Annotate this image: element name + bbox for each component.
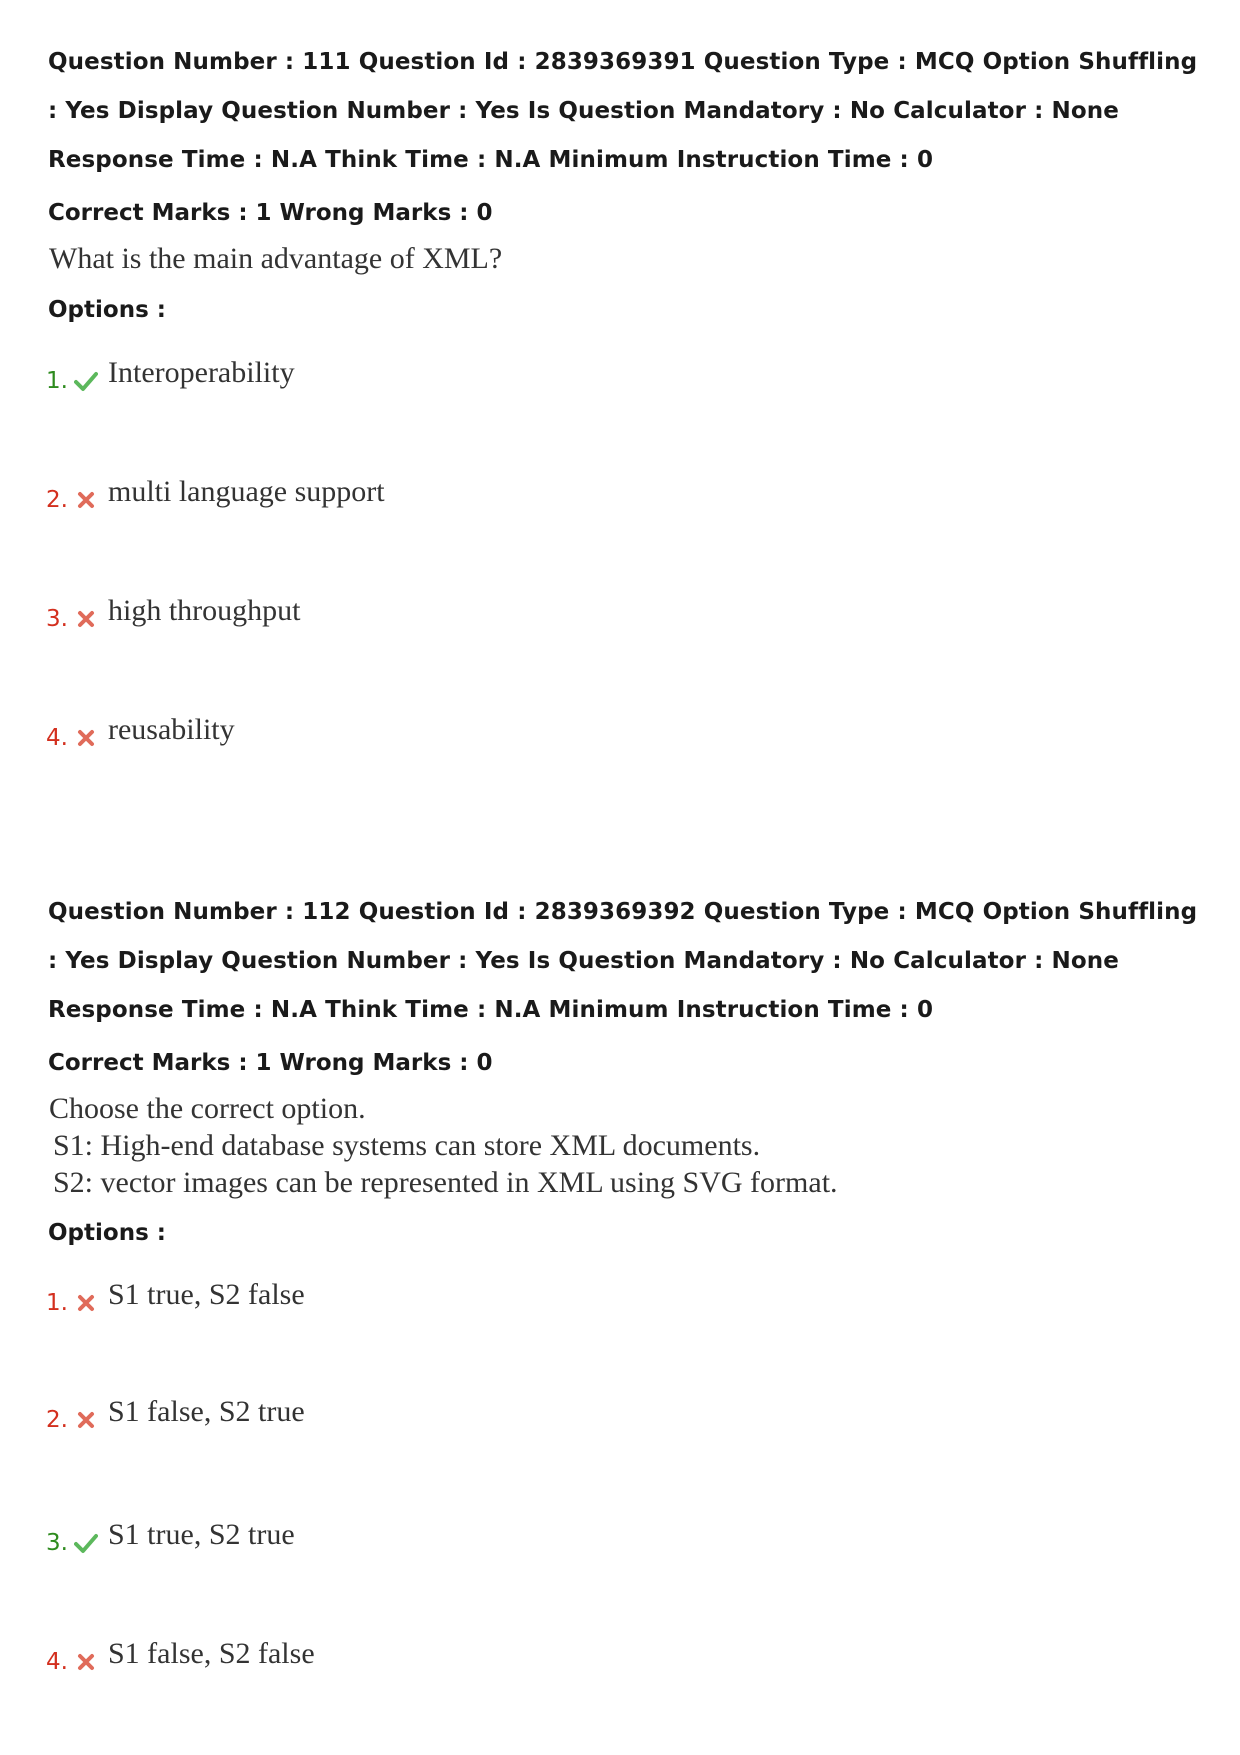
question-text-line: S1: High-end database systems can store XML documents. <box>53 1129 761 1162</box>
option-number: 2. <box>46 1407 68 1433</box>
option-text: S1 true, S2 false <box>108 1278 305 1311</box>
option-number: 2. <box>46 487 68 513</box>
cross-icon <box>74 1292 98 1314</box>
cross-icon <box>74 489 98 511</box>
question-text-line: Choose the correct option. <box>49 1092 366 1125</box>
cross-icon <box>74 1651 98 1673</box>
option-text: Interoperability <box>108 356 295 389</box>
check-icon <box>74 370 98 392</box>
option-text: reusability <box>108 713 235 746</box>
option-item <box>46 1278 846 1318</box>
option-item <box>46 594 846 634</box>
question-text-line: S2: vector images can be represented in XML using SVG format. <box>53 1166 838 1199</box>
option-item <box>46 1395 846 1435</box>
option-number: 3. <box>46 1530 68 1556</box>
question-marks: Correct Marks : 1 Wrong Marks : 0 <box>48 200 493 226</box>
option-number: 4. <box>46 725 68 751</box>
question-meta: Question Number : 112 Question Id : 2839369392 Question Type : MCQ Option Shuffling : Yes Display Question Number : Yes Is Question Mandatory : No Calculator : None Response Time : N.A Think Time : N.A Minimum Instruction Time : 0 <box>48 899 1198 1023</box>
question-text <box>49 240 502 277</box>
option-item <box>46 1637 846 1677</box>
question-text-line: What is the main advantage of XML? <box>49 242 503 275</box>
check-icon <box>74 1532 98 1554</box>
question-text <box>49 1090 838 1201</box>
option-number: 3. <box>46 606 68 632</box>
option-text: multi language support <box>108 475 385 508</box>
option-text: high throughput <box>108 594 301 627</box>
option-item <box>46 713 846 753</box>
option-item <box>46 356 846 396</box>
options-label: Options : <box>48 297 166 323</box>
cross-icon <box>74 608 98 630</box>
question-marks: Correct Marks : 1 Wrong Marks : 0 <box>48 1050 493 1076</box>
options-label: Options : <box>48 1220 166 1246</box>
cross-icon <box>74 1409 98 1431</box>
option-number: 4. <box>46 1649 68 1675</box>
option-item <box>46 1518 846 1558</box>
option-number: 1. <box>46 1290 68 1316</box>
option-item <box>46 475 846 515</box>
question-meta: Question Number : 111 Question Id : 2839369391 Question Type : MCQ Option Shuffling : Yes Display Question Number : Yes Is Question Mandatory : No Calculator : None Response Time : N.A Think Time : N.A Minimum Instruction Time : 0 <box>48 49 1198 173</box>
option-text: S1 true, S2 true <box>108 1518 295 1551</box>
cross-icon <box>74 727 98 749</box>
option-number: 1. <box>46 368 68 394</box>
option-text: S1 false, S2 false <box>108 1637 315 1670</box>
option-text: S1 false, S2 true <box>108 1395 305 1428</box>
